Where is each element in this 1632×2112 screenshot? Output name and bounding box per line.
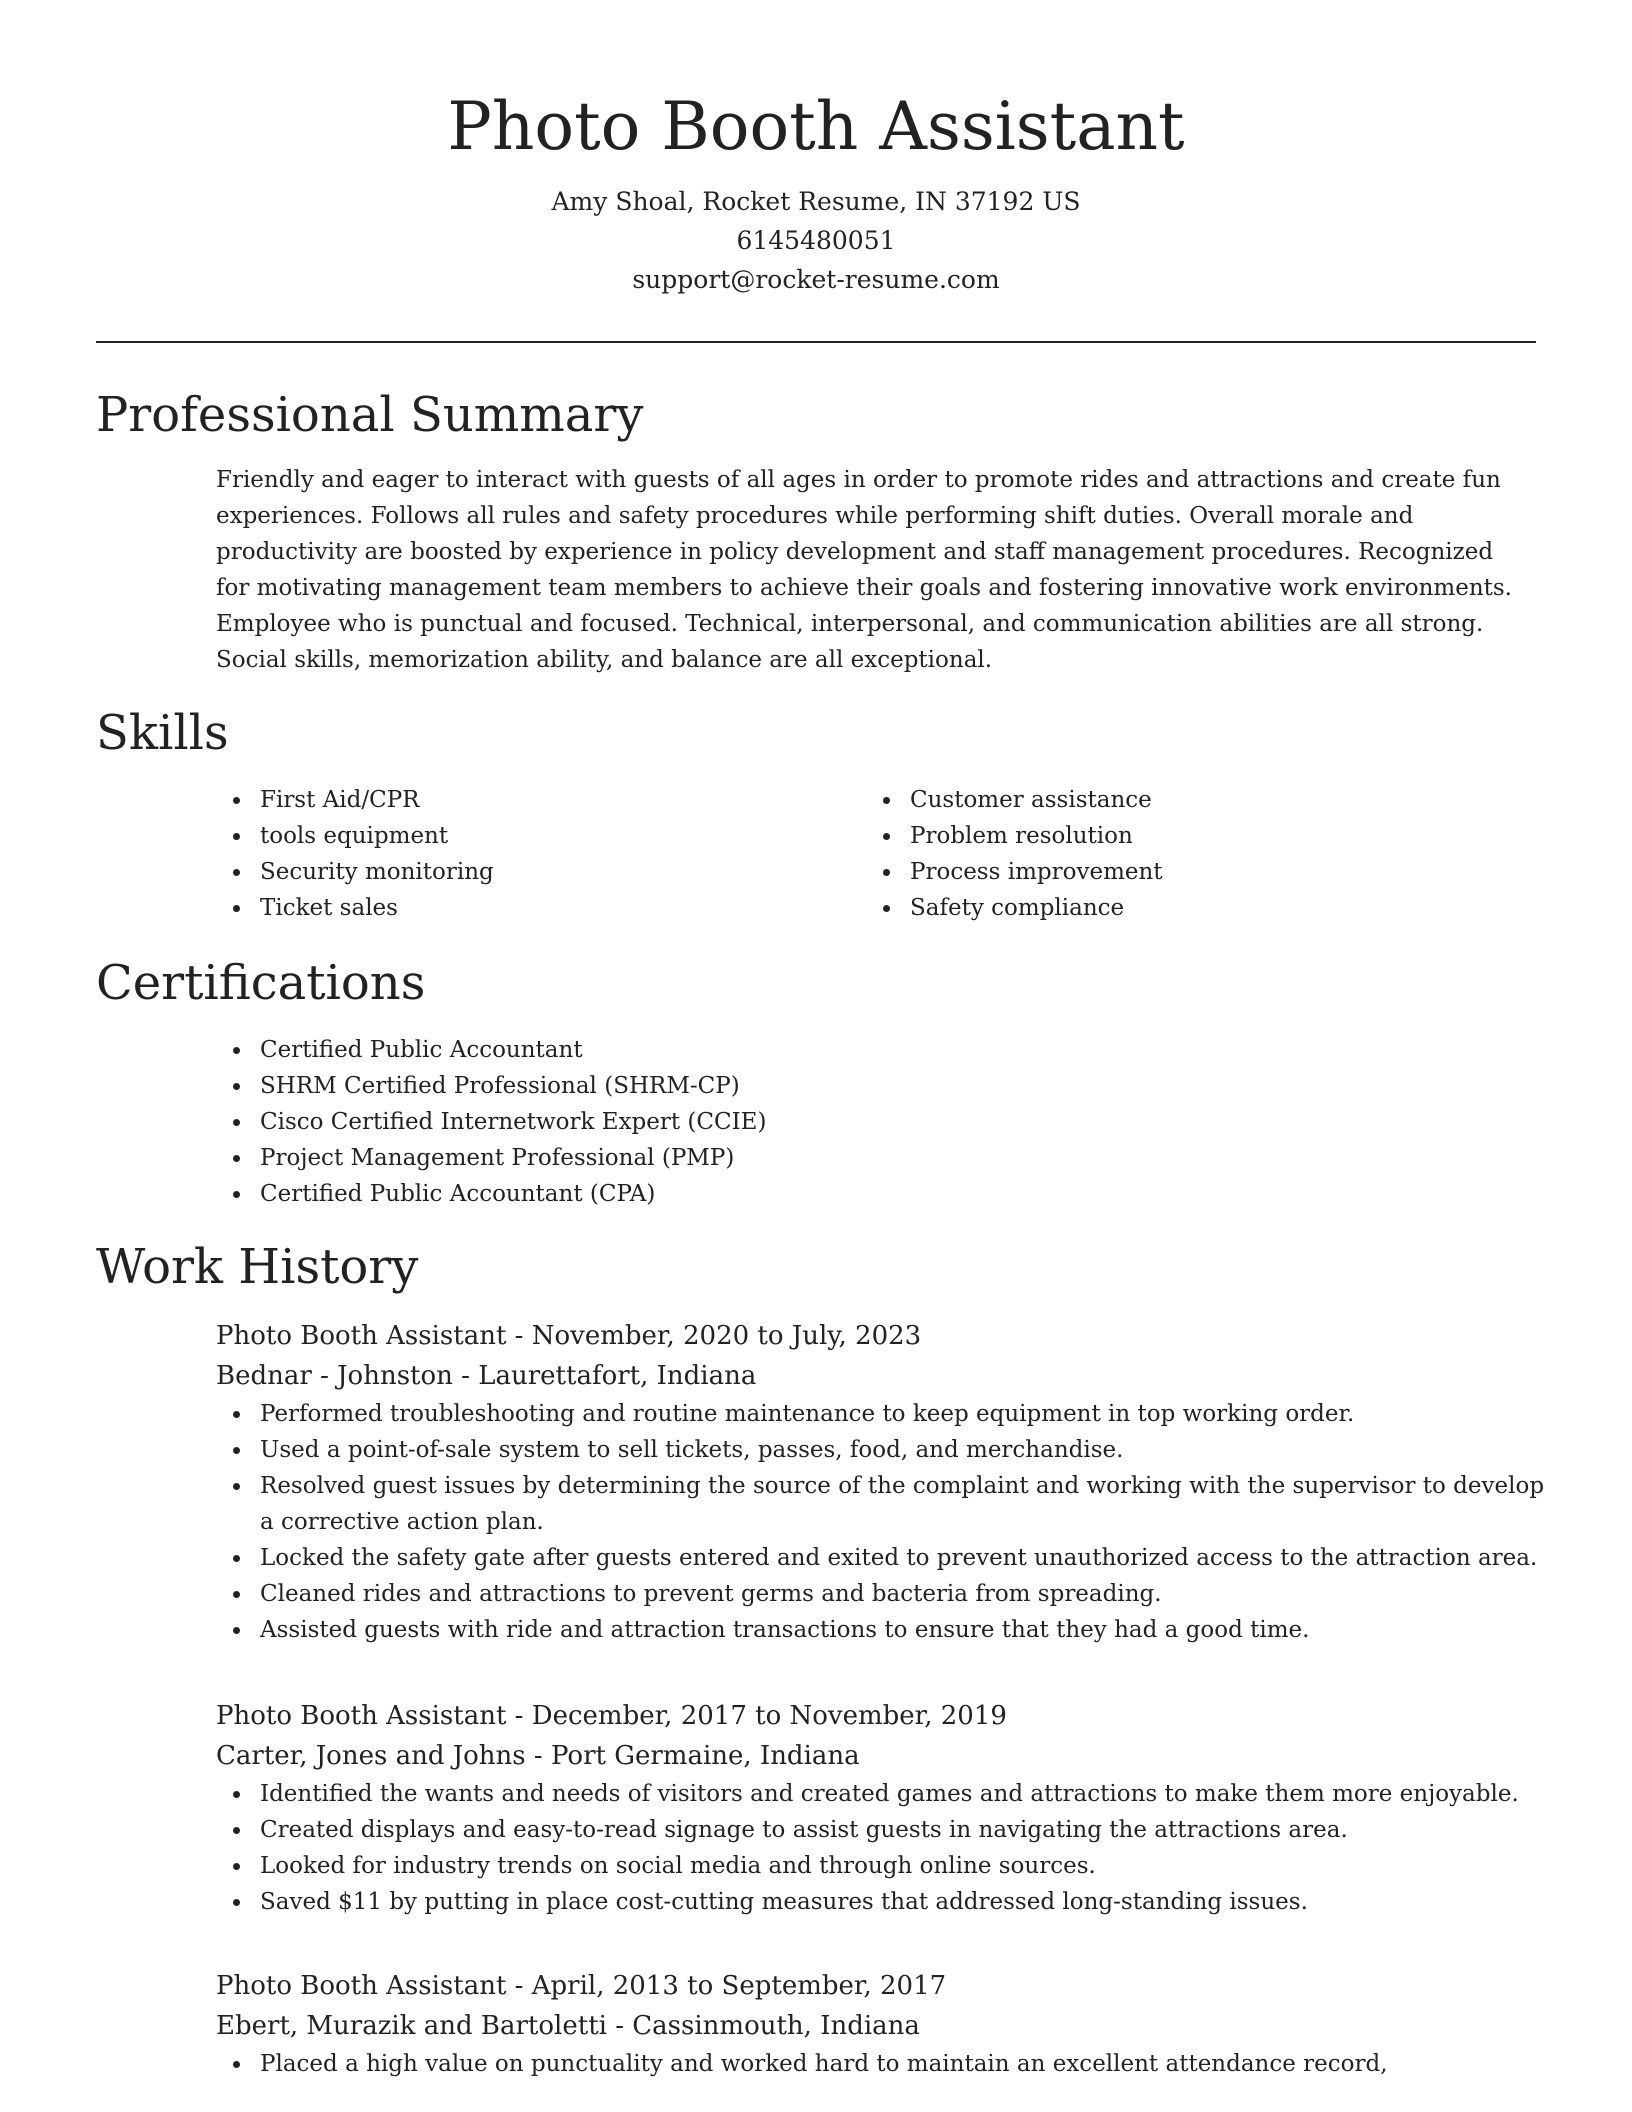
job-company: Ebert, Murazik and Bartoletti bbox=[216, 2011, 607, 2041]
skill-item: Ticket sales bbox=[216, 890, 856, 926]
job-location: Port Germaine, Indiana bbox=[550, 1741, 860, 1771]
certification-item: SHRM Certified Professional (SHRM-CP) bbox=[216, 1068, 1516, 1104]
skill-item: Customer assistance bbox=[866, 782, 1506, 818]
job-duties-list bbox=[216, 1396, 1546, 1648]
job-duty-item: Performed troubleshooting and routine maintenance to keep equipment in top working order. bbox=[216, 1396, 1546, 1432]
skill-item: Safety compliance bbox=[866, 890, 1506, 926]
job-entry bbox=[216, 1316, 1546, 1648]
contact-email: support@rocket-resume.com bbox=[632, 265, 1000, 294]
job-duty-item: Assisted guests with ride and attraction transactions to ensure that they had a good time. bbox=[216, 1612, 1546, 1648]
job-title-line: Photo Booth Assistant - December, 2017 to November, 2019 bbox=[216, 1701, 1007, 1731]
job-duty-item: Looked for industry trends on social media and through online sources. bbox=[216, 1848, 1546, 1884]
certification-item: Project Management Professional (PMP) bbox=[216, 1140, 1516, 1176]
certification-item: Cisco Certified Internetwork Expert (CCIE) bbox=[216, 1104, 1516, 1140]
contact-phone: 6145480051 bbox=[736, 226, 896, 255]
job-dates: April, 2013 to September, 2017 bbox=[531, 1971, 947, 2001]
job-duty-item: Used a point-of-sale system to sell tickets, passes, food, and merchandise. bbox=[216, 1432, 1546, 1468]
job-duty-item: Resolved guest issues by determining the source of the complaint and working with the supervisor to develop a corrective action plan. bbox=[216, 1468, 1546, 1540]
job-duty-item: Placed a high value on punctuality and worked hard to maintain an excellent attendance record, bbox=[216, 2046, 1546, 2082]
certification-item: Certified Public Accountant (CPA) bbox=[216, 1176, 1516, 1212]
certifications-heading: Certifications bbox=[96, 955, 426, 1011]
job-company: Bednar - Johnston bbox=[216, 1361, 453, 1391]
resume-header bbox=[96, 82, 1536, 299]
job-company-line: Bednar - Johnston - Laurettafort, Indiana bbox=[216, 1361, 757, 1391]
resume-title: Photo Booth Assistant bbox=[447, 88, 1185, 165]
header-divider bbox=[96, 341, 1536, 343]
contact-block bbox=[96, 182, 1536, 299]
job-duties-list bbox=[216, 1776, 1546, 1920]
job-duties-list bbox=[216, 2046, 1546, 2082]
job-dates: November, 2020 to July, 2023 bbox=[531, 1321, 922, 1351]
job-title-line: Photo Booth Assistant - November, 2020 to July, 2023 bbox=[216, 1321, 922, 1351]
skills-list-right bbox=[866, 782, 1506, 926]
certifications-list bbox=[216, 1032, 1516, 1212]
skill-item: tools equipment bbox=[216, 818, 856, 854]
job-duty-item: Identified the wants and needs of visitors and created games and attractions to make them more enjoyable. bbox=[216, 1776, 1546, 1812]
contact-address: Amy Shoal, Rocket Resume, IN 37192 US bbox=[551, 187, 1081, 216]
job-position: Photo Booth Assistant bbox=[216, 1321, 507, 1351]
skills-list-left bbox=[216, 782, 856, 926]
job-company: Carter, Jones and Johns bbox=[216, 1741, 526, 1771]
job-company-line: Carter, Jones and Johns - Port Germaine, Indiana bbox=[216, 1741, 860, 1771]
skill-item: Security monitoring bbox=[216, 854, 856, 890]
job-location: Cassinmouth, Indiana bbox=[632, 2011, 920, 2041]
job-duty-item: Saved $11 by putting in place cost-cutting measures that addressed long-standing issues. bbox=[216, 1884, 1546, 1920]
skill-item: Process improvement bbox=[866, 854, 1506, 890]
certification-item: Certified Public Accountant bbox=[216, 1032, 1516, 1068]
job-duty-item: Cleaned rides and attractions to prevent germs and bacteria from spreading. bbox=[216, 1576, 1546, 1612]
job-company-line: Ebert, Murazik and Bartoletti - Cassinmouth, Indiana bbox=[216, 2011, 920, 2041]
summary-text: Friendly and eager to interact with guests of all ages in order to promote rides and attractions and create fun experiences. Follows all rules and safety procedures while performing shift duties. Overall morale and productivity are boosted by experience in policy development and staff management procedures. Recognized for motivating management team members to achieve their goals and fostering innovative work environments. Employee who is punctual and focused. Technical, interpersonal, and communication abilities are all strong. Social skills, memorization ability, and balance are all exceptional. bbox=[216, 467, 1512, 673]
job-position: Photo Booth Assistant bbox=[216, 1971, 507, 2001]
job-dates: December, 2017 to November, 2019 bbox=[531, 1701, 1007, 1731]
skills-heading: Skills bbox=[96, 705, 229, 761]
skill-item: First Aid/CPR bbox=[216, 782, 856, 818]
job-position: Photo Booth Assistant bbox=[216, 1701, 507, 1731]
job-duty-item: Created displays and easy-to-read signage to assist guests in navigating the attractions area. bbox=[216, 1812, 1546, 1848]
skill-item: Problem resolution bbox=[866, 818, 1506, 854]
job-entry bbox=[216, 1696, 1546, 1920]
job-location: Laurettafort, Indiana bbox=[478, 1361, 757, 1391]
summary-heading: Professional Summary bbox=[96, 387, 644, 443]
job-entry bbox=[216, 1966, 1546, 2082]
job-title-line: Photo Booth Assistant - April, 2013 to September, 2017 bbox=[216, 1971, 947, 2001]
job-duty-item: Locked the safety gate after guests entered and exited to prevent unauthorized access to the attraction area. bbox=[216, 1540, 1546, 1576]
work-history-heading: Work History bbox=[96, 1239, 419, 1295]
